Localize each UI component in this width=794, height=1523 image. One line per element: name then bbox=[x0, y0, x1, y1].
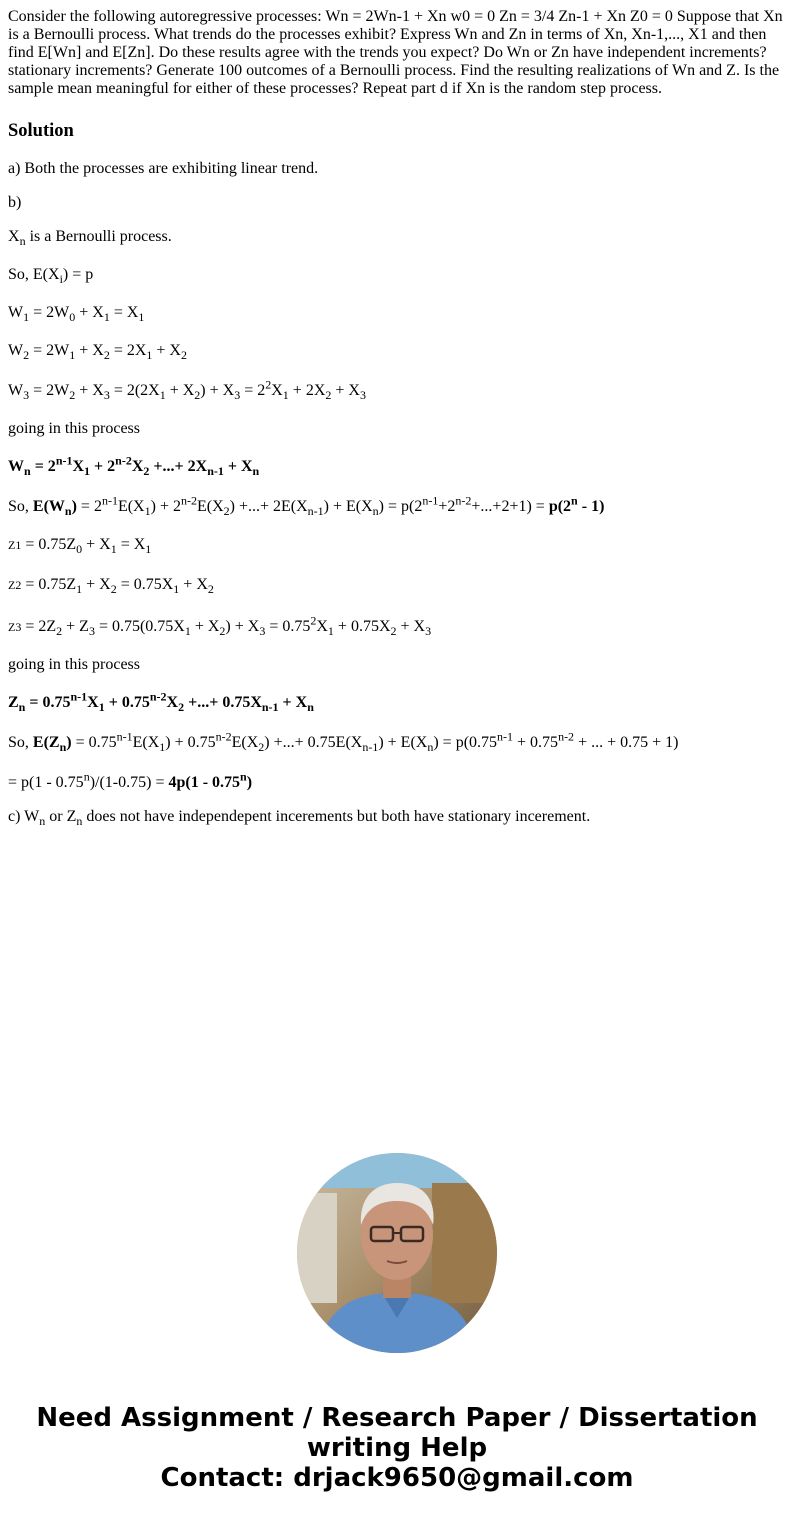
equation-zn: $Z_n = 0.75^{n-1}X_1 + 0.75^{n-2}X_2$ +...+ $0.75X_{n-1} + X_n$ bbox=[8, 689, 314, 715]
footer-banner bbox=[0, 1403, 794, 1493]
going-text-w: going in this process bbox=[8, 420, 140, 437]
solution-heading: Solution bbox=[8, 121, 74, 141]
equation-w1: $W_1 = 2W_0 + X_1 = X_1$ bbox=[8, 304, 145, 325]
equation-w2: $W_2 = 2W_1 + X_2 = 2X_1 + X_2$ bbox=[8, 342, 187, 363]
author-photo bbox=[297, 1153, 497, 1353]
person-portrait-icon bbox=[297, 1153, 497, 1353]
expectation-zn: So, $E(Z_n) = 0.75^{n-1}E(X_1) + 0.75^{n-2}E(X_2)$ +...+ $0.75E(X_{n-1}) + E(X_n) = p(0.75^{n-1} + 0.75^{n-2}$ + ... + 0.75 + 1) bbox=[8, 729, 679, 755]
expectation-xi: So, $E(X_i) = p$ bbox=[8, 266, 94, 287]
answer-b-label: b) bbox=[8, 194, 22, 211]
equation-w3: $W_3 = 2W_2 + X_3 = 2(2X_1 + X_2) + X_3 = 2^2X_1 + 2X_2 + X_3$ bbox=[8, 377, 366, 403]
expectation-wn: So, $E(W_n) = 2^{n-1}E(X_1) + 2^{n-2}E(X_2)$ +...+ $2E(X_{n-1}) + E(X_n) = p(2^{n-1}+2^{n-2}+...+2+1) = p(2^n - 1)$ bbox=[8, 493, 605, 519]
footer-line-1: Need Assignment / Research Paper / Dissertation bbox=[36, 1403, 758, 1433]
going-text-z: going in this process bbox=[8, 656, 140, 673]
footer-contact: Contact: drjack9650@gmail.com bbox=[160, 1463, 634, 1493]
question-text: Consider the following autoregressive processes: Wn = 2Wn-1 + Xn w0 = 0 Zn = 3/4 Zn-1 + Xn Z0 = 0 Suppose that Xn is a Bernoulli process. What trends do the processes exhibit? Express Wn and Zn in terms of Xn, Xn-1,..., X1 and then find E[Wn] and E[Zn]. Do these results agree with the trends you expect? Do Wn or Zn have independent increments? stationary increments? Generate 100 outcomes of a Bernoulli process. Find the resulting realizations of Wn and Z. Is the sample mean meaningful for either of these processes? Repeat part d if Xn is the random step process. bbox=[8, 8, 783, 97]
equation-wn: $W_n = 2^{n-1}X_1 + 2^{n-2}X_2$ +...+ $2X_{n-1} + X_n$ bbox=[8, 453, 260, 479]
equation-z3: $Z3 = 2Z_2 + Z_3 = 0.75(0.75X_1 + X_2) + X_3 = 0.75^2X_1 + 0.75X_2 + X_3$ bbox=[8, 613, 432, 639]
document-body bbox=[8, 8, 784, 829]
footer-line-2: writing Help bbox=[306, 1433, 488, 1463]
xn-bernoulli-statement: $X_n$ is a Bernoulli process. bbox=[8, 228, 172, 249]
equation-z1: $Z1 = 0.75Z_0 + X_1 = X_1$ bbox=[8, 536, 152, 557]
answer-c: c) $W_n$ or $Z_n$ does not have independepent incerements but both have stationary incerement. bbox=[8, 808, 591, 829]
equation-z2: $Z2 = 0.75Z_1 + X_2 = 0.75X_1 + X_2$ bbox=[8, 576, 214, 597]
answer-a: a) Both the processes are exhibiting linear trend. bbox=[8, 160, 319, 177]
expectation-zn-closed-form: = $p(1 - 0.75^n)/(1-0.75) = 4p(1 - 0.75^n)$ bbox=[8, 769, 253, 791]
